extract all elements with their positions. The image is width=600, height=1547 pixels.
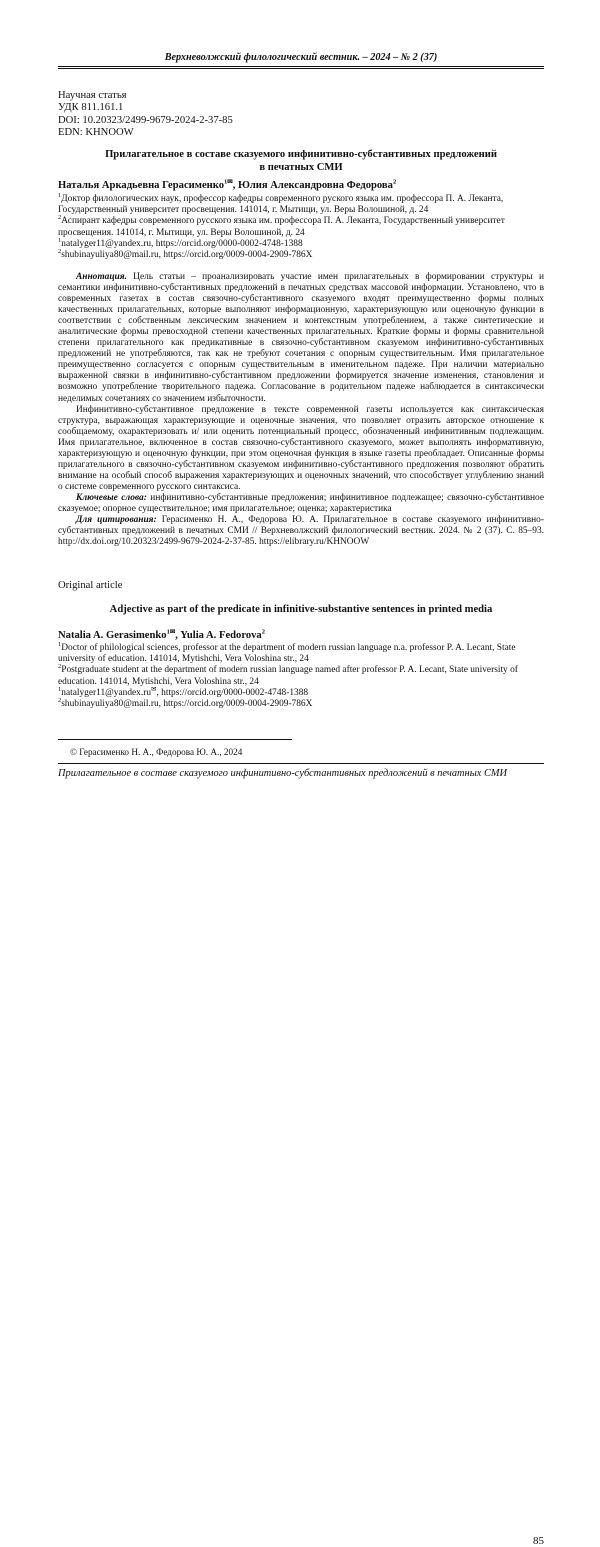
- authors-en: Natalia A. Gerasimenko$^{1✉}$, Yulia A. Fedorova$^2$: [58, 628, 265, 641]
- contact-2-text[interactable]: shubinayuliya80@mail.ru, https://orcid.org/0009-0004-2909-786X: [61, 250, 313, 261]
- affiliations-en: [58, 640, 544, 710]
- contact-1: $^1$natalyger11@yandex.ru, https://orcid.org/0000-0002-4748-1388: [58, 236, 303, 249]
- affiliation-1-en: $^1$Doctor of philological sciences, professor at the department of modern russian language n.a. professor P. A. Lecant, State university of education. 141014, Mytishchi, Vera Voloshina str., 24: [58, 640, 516, 665]
- footer-rule: [58, 763, 544, 764]
- affiliation-1: $^1$Доктор филологических наук, профессор кафедры современного руского языка им. профессора П. А. Леканта, Государственный университет просвещения. 141014, г. Мытищи, ул. Веры Волошиной, д. 24: [58, 191, 504, 216]
- abstract-p1: Аннотация. Цель статьи – проанализировать участие имен прилагательных в формировании структуры и семантики инфинитивно-субстантивных предложений в печатных средствах массовой информации. Установлено, что в современных газетах в состав связочно-субстантивного сказуемого входят преимущественно формы полных качественных прилагательных, которые выполняют информационную, характеризующую или оценочную функции в соответствии с собственным лексическим значением и контекстным употреблением, а также синтетические и аналитические формы превосходной степени качественных прилагательных. Краткие формы и формы сравнительной степени прилагательного как предикативные в связочно-субстантивном сказуемом инфинитивно-субстантивных предложений не употребляются, так как не требуют сочетания с опорным существительным. Имя прилагательное преимущественно согласуется с опорным существительным в именительном падеже. При наличии материально выраженной связки в инфинитивно-субстантивном предложении формируется значение изменения, становления и возможно употребление творительного падежа. Согласование в родительном падеже наблюдается в синтаксически неделимых сочетаниях со значением избыточности.: [58, 272, 544, 404]
- title-ru: [58, 149, 544, 174]
- author2-sup-en: 2: [261, 628, 265, 636]
- contact-2-text-en[interactable]: shubinayuliya80@mail.ru, https://orcid.org/0009-0004-2909-786X: [61, 699, 313, 710]
- affiliation-2-en: $^2$Postgraduate student at the department of modern russian language named after professor P. A. Lecant, State university of education. 141014, Mytishchi, Vera Voloshina str., 24: [58, 663, 518, 687]
- contact-1-orcid-en[interactable]: , https://orcid.org/0000-0002-4748-1388: [156, 687, 309, 698]
- author1-sup-en: 1✉: [166, 628, 176, 636]
- affiliation-2: $^2$Аспирант кафедры современного русского языка им. профессора П. А. Леканта, Государственный университет просвещения. 141014, г. Мытищи, ул. Веры Волошиной, д. 24: [58, 214, 505, 238]
- contact-1-en: $^1$natalyger11@yandex.ru✉, https://orcid.org/0000-0002-4748-1388: [58, 684, 309, 698]
- keywords: Ключевые слова: инфинитивно-субстантивные предложения; инфинитивное подлежащее; связочно-субстантивное сказуемое; опорное существительное; имя прилагательное; оценка; характеристика: [58, 492, 544, 514]
- udk: УДК 811.161.1: [58, 102, 124, 114]
- running-title-text: Прилагательное в составе сказуемого инфинитивно-субстантивных предложений в печатных СМИ: [58, 768, 508, 779]
- citation: Для цитирования: Герасименко Н. А., Федорова Ю. А. Прилагательное в составе сказуемого инфинитивно-субстантивных предложений в печатных СМИ // Верхневолжский филологический вестник. 2024. № 2 (37). С. 85–93. http://dx.doi.org/10.20323/2499-9679-2024-2-37-85. https://elibrary.ru/KHNOOW: [58, 515, 544, 548]
- doi: DOI: 10.20323/2499-9679-2024-2-37-85: [58, 114, 233, 126]
- article-meta: [58, 90, 233, 140]
- title-en: Adjective as part of the predicate in infinitive-substantive sentences in printed media: [109, 604, 493, 615]
- contact-2: $^2$shubinayuliya80@mail.ru, https://orcid.org/0009-0004-2909-786X: [58, 247, 313, 261]
- contact-1-email-en[interactable]: natalyger11@yandex.ru: [61, 687, 152, 698]
- affiliations-ru: [58, 191, 544, 261]
- author1-sup: 1✉: [224, 178, 233, 186]
- citation-label: Для цитирования:: [76, 515, 157, 526]
- footnote-rule: [58, 739, 292, 740]
- header-rule: [58, 66, 544, 67]
- authors-ru: [58, 180, 396, 191]
- title-ru-line1: Прилагательное в составе сказуемого инфинитивно-субстантивных предложений: [105, 149, 497, 160]
- author2-sup: 2: [392, 178, 397, 186]
- author1-name: Наталья Аркадьевна Герасименко: [58, 180, 225, 191]
- header-rule-thin: [58, 68, 544, 69]
- page-number: 85: [533, 1535, 544, 1547]
- edn: EDN: KHNOOW: [58, 127, 134, 139]
- journal-header: Верхневолжский филологический вестник. – 2024 – № 2 (37): [164, 52, 438, 63]
- author1-name-en: Natalia A. Gerasimenko: [58, 630, 167, 641]
- article-type-en: Original article: [58, 580, 123, 591]
- article-type: Научная статья: [58, 90, 127, 101]
- abstract-label: Аннотация.: [76, 272, 127, 282]
- title-ru-line2: в печатных СМИ: [259, 161, 343, 173]
- abstract-p2: Инфинитивно-субстантивное предложение в тексте современной газеты используется как синтаксическая структура, выражающая характеризующие и оценочные значения, что позволяет отразить авторское отношение к сообщаемому, охарактеризовать и/ или оценить потенциальный процесс, обозначенный инфинитивным подлежащим. Имя прилагательное, включенное в состав связочно-субстантивного сказуемого, может выполнять информативную, характеризующую и оценочную функции, при этом оценочная функция в языке газеты преобладает. Описанные формы прилагательного в связочно-субстантивном сказуемом инфинитивно-субстантивного предложения позволяют обратить внимание на особый способ выражения характеризующих и оценочных значений, что способствует углублению знаний о системе современного русского синтаксиса.: [58, 404, 544, 492]
- contact-1-text[interactable]: natalyger11@yandex.ru, https://orcid.org/0000-0002-4748-1388: [61, 238, 303, 249]
- envelope-icon: ✉: [151, 684, 157, 693]
- running-title: [58, 768, 544, 1547]
- author-sep: ,: [232, 180, 239, 191]
- author2-name-en: Yulia A. Fedorova: [180, 630, 262, 641]
- author2-name: Юлия Александровна Федорова: [238, 180, 393, 191]
- abstract: [58, 272, 544, 548]
- keywords-label: Ключевые слова:: [76, 492, 147, 503]
- copyright: © Герасименко Н. А., Федорова Ю. А., 2024: [70, 747, 243, 757]
- contact-2-en: $^2$shubinayuliya80@mail.ru, https://orcid.org/0009-0004-2909-786X: [58, 696, 313, 710]
